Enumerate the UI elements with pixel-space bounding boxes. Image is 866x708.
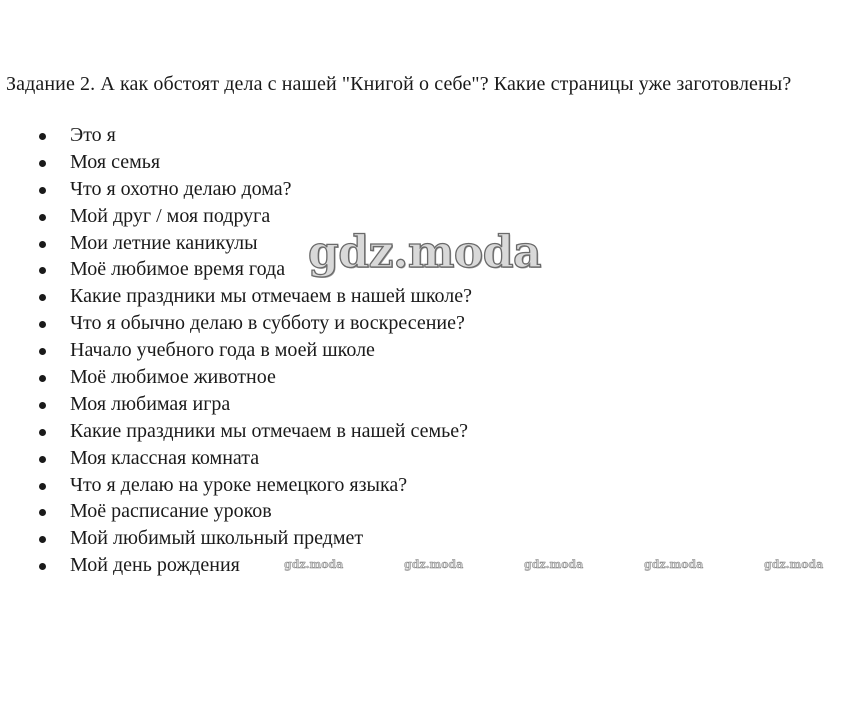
bullet-icon — [39, 375, 46, 382]
list-item — [0, 552, 472, 579]
list-item-label: Что я охотно делаю дома? — [70, 177, 292, 200]
list-item — [0, 203, 472, 230]
list-item-label: Моё любимое время года — [70, 258, 286, 281]
list-item — [0, 418, 472, 445]
list-item-label: Моё расписание уроков — [70, 500, 272, 523]
bullet-icon — [39, 267, 46, 274]
list-item-label: Что я обычно делаю в субботу и воскресение? — [70, 312, 465, 335]
watermark-small: gdz.moda — [524, 558, 584, 571]
bullet-icon — [39, 456, 46, 463]
list-item-label: Моя классная комната — [70, 446, 260, 469]
task-text: Задание 2. А как обстоят дела с нашей "Книгой о себе"? Какие страницы уже заготовлены? — [6, 73, 792, 95]
bullet-icon — [39, 241, 46, 248]
list-item-label: Начало учебного года в моей школе — [70, 339, 375, 362]
watermark-small: gdz.moda — [764, 558, 824, 571]
watermark-small: gdz.moda — [404, 558, 464, 571]
bullet-icon — [39, 536, 46, 543]
list-item — [0, 176, 472, 203]
list-item — [0, 525, 472, 552]
list-item — [0, 391, 472, 418]
bullet-icon — [39, 160, 46, 167]
list-item-label: Мой любимый школьный предмет — [70, 527, 364, 550]
bullet-icon — [39, 133, 46, 140]
list-item — [0, 149, 472, 176]
list-item-label: Моя семья — [70, 150, 161, 173]
bullet-icon — [39, 321, 46, 328]
list-item — [0, 122, 472, 149]
bullet-icon — [39, 402, 46, 409]
watermark-logo: gdz.moda — [308, 227, 542, 278]
list-item — [0, 310, 472, 337]
list-item-label: Моя любимая игра — [70, 392, 231, 415]
list-item-label: Мой друг / моя подруга — [70, 204, 271, 227]
list-item-label: Моё любимое животное — [70, 366, 276, 389]
watermark-small: gdz.moda — [284, 558, 344, 571]
list-item — [0, 364, 472, 391]
bullet-icon — [39, 348, 46, 355]
bullet-icon — [39, 483, 46, 490]
bullet-icon — [39, 429, 46, 436]
list-item-label: Какие праздники мы отмечаем в нашей семье? — [70, 419, 468, 442]
pages-list — [0, 122, 472, 579]
bullet-icon — [39, 294, 46, 301]
bullet-icon — [39, 563, 46, 570]
list-item — [0, 337, 472, 364]
list-item-label: Это я — [70, 124, 116, 146]
list-item-label: Мои летние каникулы — [70, 231, 258, 254]
list-item — [0, 472, 472, 499]
list-item — [0, 498, 472, 525]
list-item — [0, 445, 472, 472]
list-item-label: Какие праздники мы отмечаем в нашей школе? — [70, 285, 473, 308]
bullet-icon — [39, 509, 46, 516]
bullet-icon — [39, 214, 46, 221]
watermark-small: gdz.moda — [644, 558, 704, 571]
list-item-label: Что я делаю на уроке немецкого языка? — [70, 473, 408, 496]
bullet-icon — [39, 187, 46, 194]
list-item-label: Мой день рождения — [70, 554, 240, 577]
list-item — [0, 283, 472, 310]
